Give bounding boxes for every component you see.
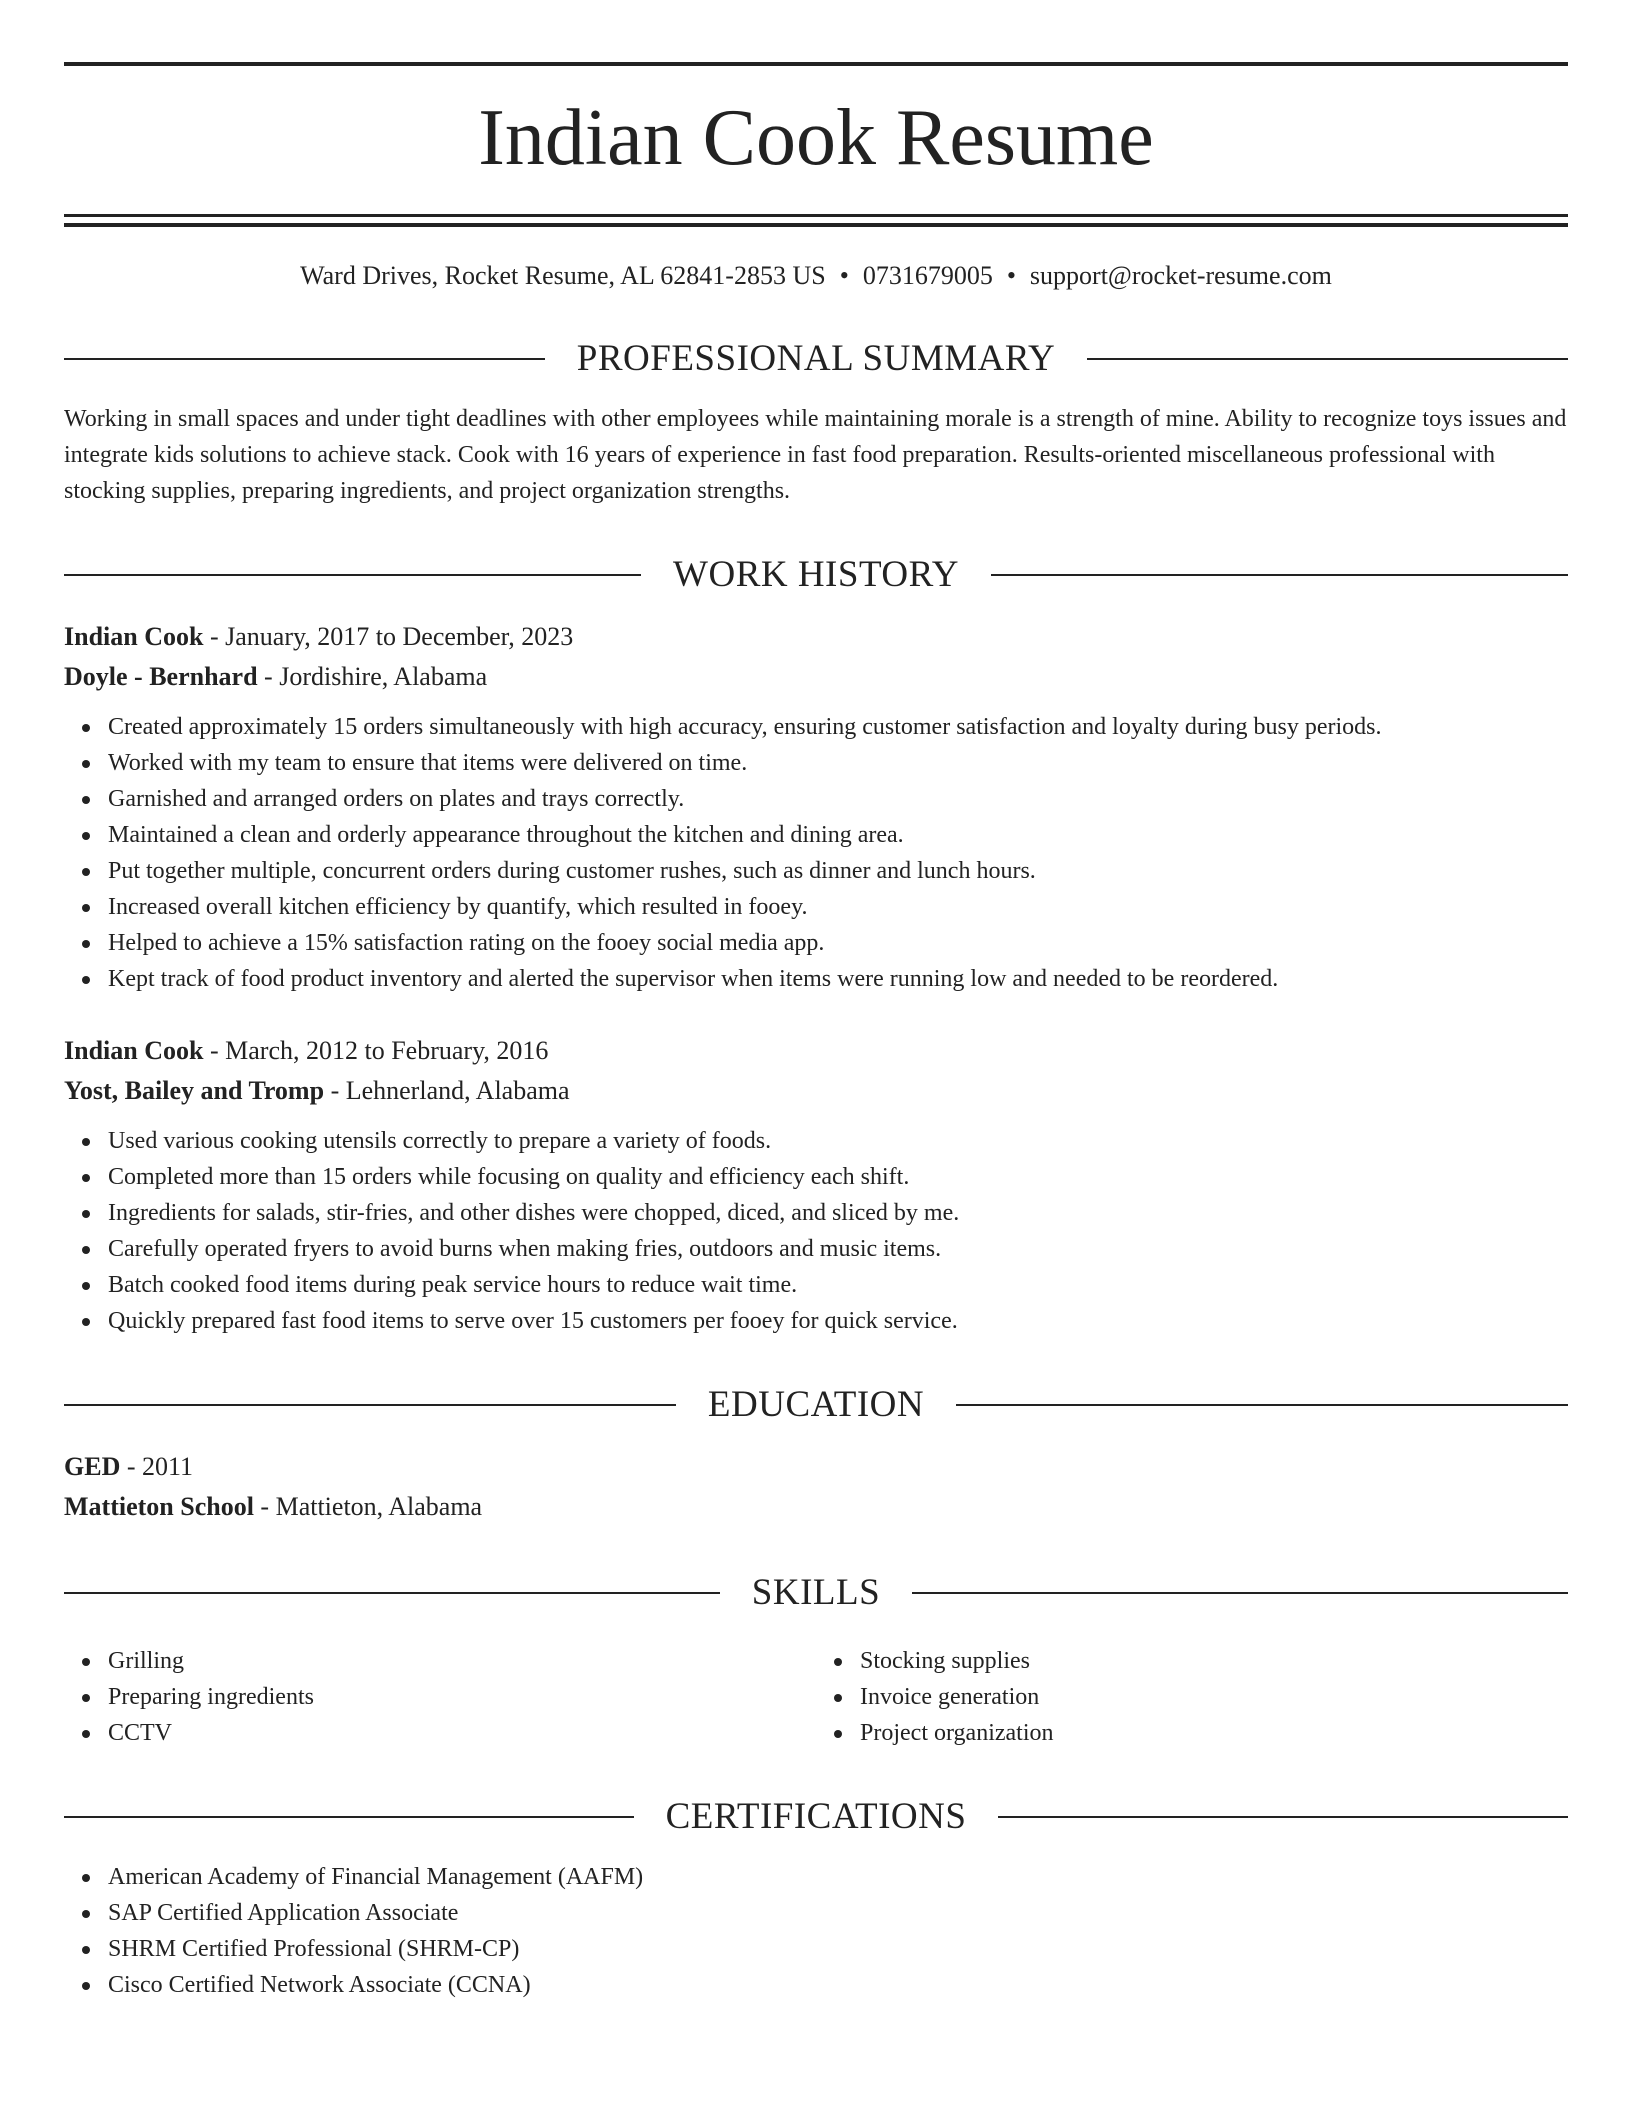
- job-bullets: [64, 1123, 1568, 1339]
- section-heading-summary: [64, 337, 1568, 381]
- certification-item: SHRM Certified Professional (SHRM-CP): [108, 1931, 1568, 1967]
- heading-rule: [1087, 358, 1568, 360]
- education-year: - 2011: [120, 1452, 194, 1481]
- skills-right-column: [816, 1643, 1568, 1751]
- list-item: Used various cooking utensils correctly to prepare a variety of foods.: [108, 1123, 1568, 1159]
- certification-item: American Academy of Financial Management (AAFM): [108, 1859, 1568, 1895]
- heading-rule: [991, 574, 1568, 576]
- job-dates: - March, 2012 to February, 2016: [209, 1036, 549, 1065]
- section-title: EDUCATION: [707, 1384, 925, 1425]
- skills-left-column: [64, 1643, 816, 1751]
- education-school: Mattieton School: [64, 1492, 254, 1521]
- job-location: - Jordishire, Alabama: [257, 662, 488, 691]
- heading-rule: [912, 1592, 1568, 1594]
- list-item: Maintained a clean and orderly appearance throughout the kitchen and dining area.: [108, 817, 1568, 853]
- job-entry: [64, 1031, 1568, 1339]
- skill-item: Project organization: [860, 1715, 1568, 1751]
- education-entry: [64, 1447, 1568, 1527]
- certifications-list: [64, 1859, 1568, 2003]
- resume-page: [64, 62, 1568, 2003]
- heading-rule: [956, 1404, 1568, 1406]
- list-item: Garnished and arranged orders on plates and trays correctly.: [108, 781, 1568, 817]
- top-rule: [64, 62, 1568, 66]
- skill-item: Preparing ingredients: [108, 1679, 816, 1715]
- list-item: Created approximately 15 orders simultaneously with high accuracy, ensuring customer satisfaction and loyalty during busy periods.: [108, 709, 1568, 745]
- job-entry: [64, 617, 1568, 997]
- job-bullets: [64, 709, 1568, 997]
- section-title: WORK HISTORY: [673, 554, 959, 595]
- job-company: Doyle - Bernhard: [64, 662, 258, 691]
- list-item: Worked with my team to ensure that items were delivered on time.: [108, 745, 1568, 781]
- list-item: Carefully operated fryers to avoid burns when making fries, outdoors and music items.: [108, 1231, 1568, 1267]
- job-title-line: [64, 617, 1568, 657]
- list-item: Helped to achieve a 15% satisfaction rating on the fooey social media app.: [108, 925, 1568, 961]
- contact-email: support@rocket-resume.com: [1029, 261, 1332, 290]
- skill-item: Invoice generation: [860, 1679, 1568, 1715]
- section-heading-education: [64, 1383, 1568, 1427]
- section-heading-work: [64, 553, 1568, 597]
- list-item: Batch cooked food items during peak service hours to reduce wait time.: [108, 1267, 1568, 1303]
- list-item: Quickly prepared fast food items to serve over 15 customers per fooey for quick service.: [108, 1303, 1568, 1339]
- summary-text: Working in small spaces and under tight deadlines with other employees while maintaining morale is a strength of mine. Ability to recognize toys issues and integrate kids solutions to achieve stack. Cook with 16 years of experience in fast food preparation. Results-oriented miscellaneous professional with stocking supplies, preparing ingredients, and project organization strengths.: [64, 406, 1567, 504]
- education-school-line: [64, 1487, 1568, 1527]
- resume-title: Indian Cook Resume: [478, 94, 1154, 182]
- job-company: Yost, Bailey and Tromp: [64, 1076, 325, 1105]
- job-role: Indian Cook: [64, 1036, 204, 1065]
- skill-item: Stocking supplies: [860, 1643, 1568, 1679]
- skills-columns: [64, 1635, 1568, 1751]
- job-company-line: [64, 657, 1568, 697]
- section-title: SKILLS: [751, 1572, 881, 1613]
- list-item: Increased overall kitchen efficiency by quantify, which resulted in fooey.: [108, 889, 1568, 925]
- education-location: - Mattieton, Alabama: [253, 1492, 483, 1521]
- contact-separator: •: [1006, 261, 1016, 290]
- skill-item: Grilling: [108, 1643, 816, 1679]
- contact-separator: •: [839, 261, 849, 290]
- section-heading-skills: [64, 1571, 1568, 1615]
- list-item: Put together multiple, concurrent orders during customer rushes, such as dinner and lunch hours.: [108, 853, 1568, 889]
- certification-item: SAP Certified Application Associate: [108, 1895, 1568, 1931]
- job-company-line: [64, 1071, 1568, 1111]
- contact-line: [64, 259, 1568, 293]
- heading-rule: [64, 358, 545, 360]
- job-title-line: [64, 1031, 1568, 1071]
- job-location: - Lehnerland, Alabama: [324, 1076, 570, 1105]
- section-heading-certifications: [64, 1795, 1568, 1839]
- skill-item: CCTV: [108, 1715, 816, 1751]
- job-dates: - January, 2017 to December, 2023: [209, 622, 574, 651]
- heading-rule: [64, 1404, 676, 1406]
- section-title: CERTIFICATIONS: [665, 1796, 967, 1837]
- list-item: Ingredients for salads, stir-fries, and other dishes were chopped, diced, and sliced by me.: [108, 1195, 1568, 1231]
- education-degree-line: [64, 1447, 1568, 1487]
- heading-rule: [64, 1816, 634, 1818]
- heading-rule: [998, 1816, 1568, 1818]
- list-item: Kept track of food product inventory and alerted the supervisor when items were running low and needed to be reordered.: [108, 961, 1568, 997]
- contact-address: Ward Drives, Rocket Resume, AL 62841-2853 US: [300, 261, 826, 290]
- heading-rule: [64, 574, 641, 576]
- list-item: Completed more than 15 orders while focusing on quality and efficiency each shift.: [108, 1159, 1568, 1195]
- certification-item: Cisco Certified Network Associate (CCNA): [108, 1967, 1568, 2003]
- heading-rule: [64, 1592, 720, 1594]
- title-double-rule: [64, 214, 1568, 227]
- education-degree: GED: [64, 1452, 121, 1481]
- contact-phone: 0731679005: [862, 261, 993, 290]
- job-role: Indian Cook: [64, 622, 204, 651]
- section-title: PROFESSIONAL SUMMARY: [576, 338, 1056, 379]
